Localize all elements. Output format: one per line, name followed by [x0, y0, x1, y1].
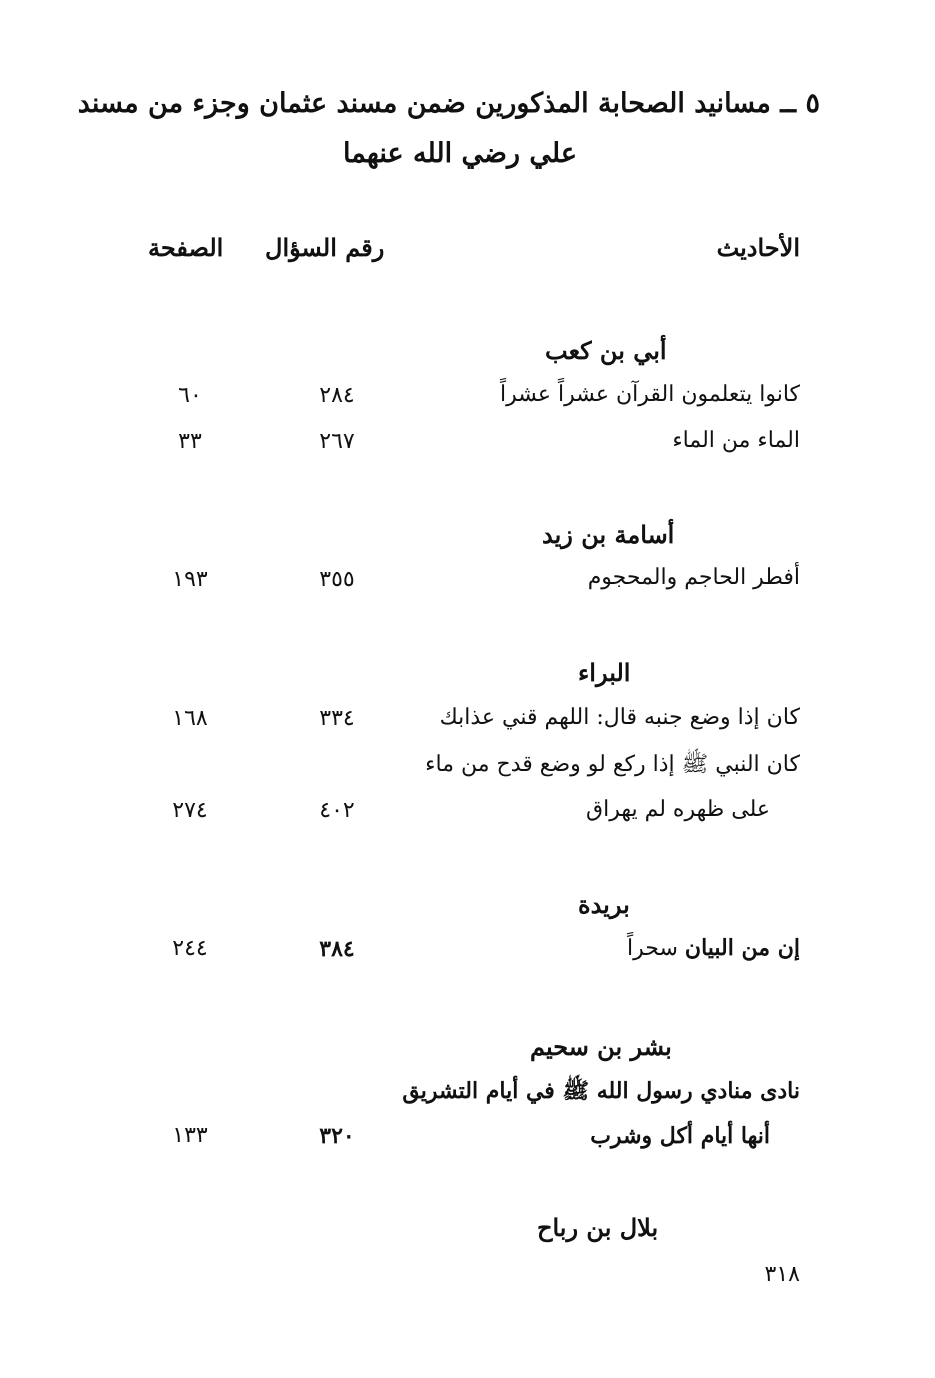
page-reference: ١٦٨ — [172, 706, 208, 731]
hadith-text: أفطر الحاجم والمحجوم — [587, 565, 800, 590]
question-number: ٣٣٤ — [319, 706, 355, 731]
page-reference: ١٩٣ — [172, 567, 208, 592]
narrator-heading: بشر بن سحيم — [530, 1032, 672, 1061]
section-title-line-2: علي رضي الله عنهما — [343, 138, 577, 169]
question-number: ٣٨٤ — [319, 936, 355, 962]
page-reference: ٢٧٤ — [172, 798, 208, 823]
page-reference: ٦٠ — [178, 383, 202, 408]
hadith-text: كان إذا وضع جنبه قال: اللهم قني عذابك — [439, 705, 800, 730]
question-number: ٢٦٧ — [319, 429, 355, 454]
question-number: ٢٨٤ — [319, 383, 355, 408]
page-number: ٣١٨ — [764, 1262, 800, 1287]
question-number: ٤٠٢ — [319, 798, 355, 823]
question-number: ٣٢٠ — [319, 1123, 355, 1149]
hadith-text — [627, 935, 800, 961]
hadith-text: الماء من الماء — [672, 428, 800, 453]
question-number: ٣٥٥ — [319, 567, 355, 592]
page-reference: ١٣٣ — [172, 1123, 208, 1148]
hadith-text: كانوا يتعلمون القرآن عشراً عشراً — [499, 382, 800, 407]
hadith-text: نادى منادي رسول الله ﷺ في أيام التشريق — [402, 1078, 800, 1104]
column-header-page: الصفحة — [148, 233, 224, 262]
narrator-heading: بريدة — [578, 890, 630, 919]
narrator-heading: بلال بن رباح — [537, 1213, 659, 1242]
column-header-hadiths: الأحاديث — [716, 233, 800, 262]
page-reference: ٣٣ — [178, 429, 202, 454]
hadith-text-continuation: على ظهره لم يهراق — [586, 797, 770, 822]
hadith-text: كان النبي ﷺ إذا ركع لو وضع قدح من ماء — [425, 752, 800, 777]
page-reference: ٢٤٤ — [172, 936, 208, 961]
narrator-heading: أسامة بن زيد — [542, 520, 675, 549]
section-title-line-1: ٥ ــ مسانيد الصحابة المذكورين ضمن مسند عثمان وجزء من مسند — [77, 88, 820, 119]
column-header-question-number: رقم السؤال — [265, 233, 385, 262]
hadith-text-continuation: أنها أيام أكل وشرب — [590, 1123, 770, 1149]
hadith-text-bold: إن من البيان — [684, 935, 800, 961]
narrator-heading: البراء — [578, 658, 631, 687]
narrator-heading: أبي بن كعب — [545, 336, 667, 365]
hadith-text-rest: سحراً — [627, 936, 678, 961]
